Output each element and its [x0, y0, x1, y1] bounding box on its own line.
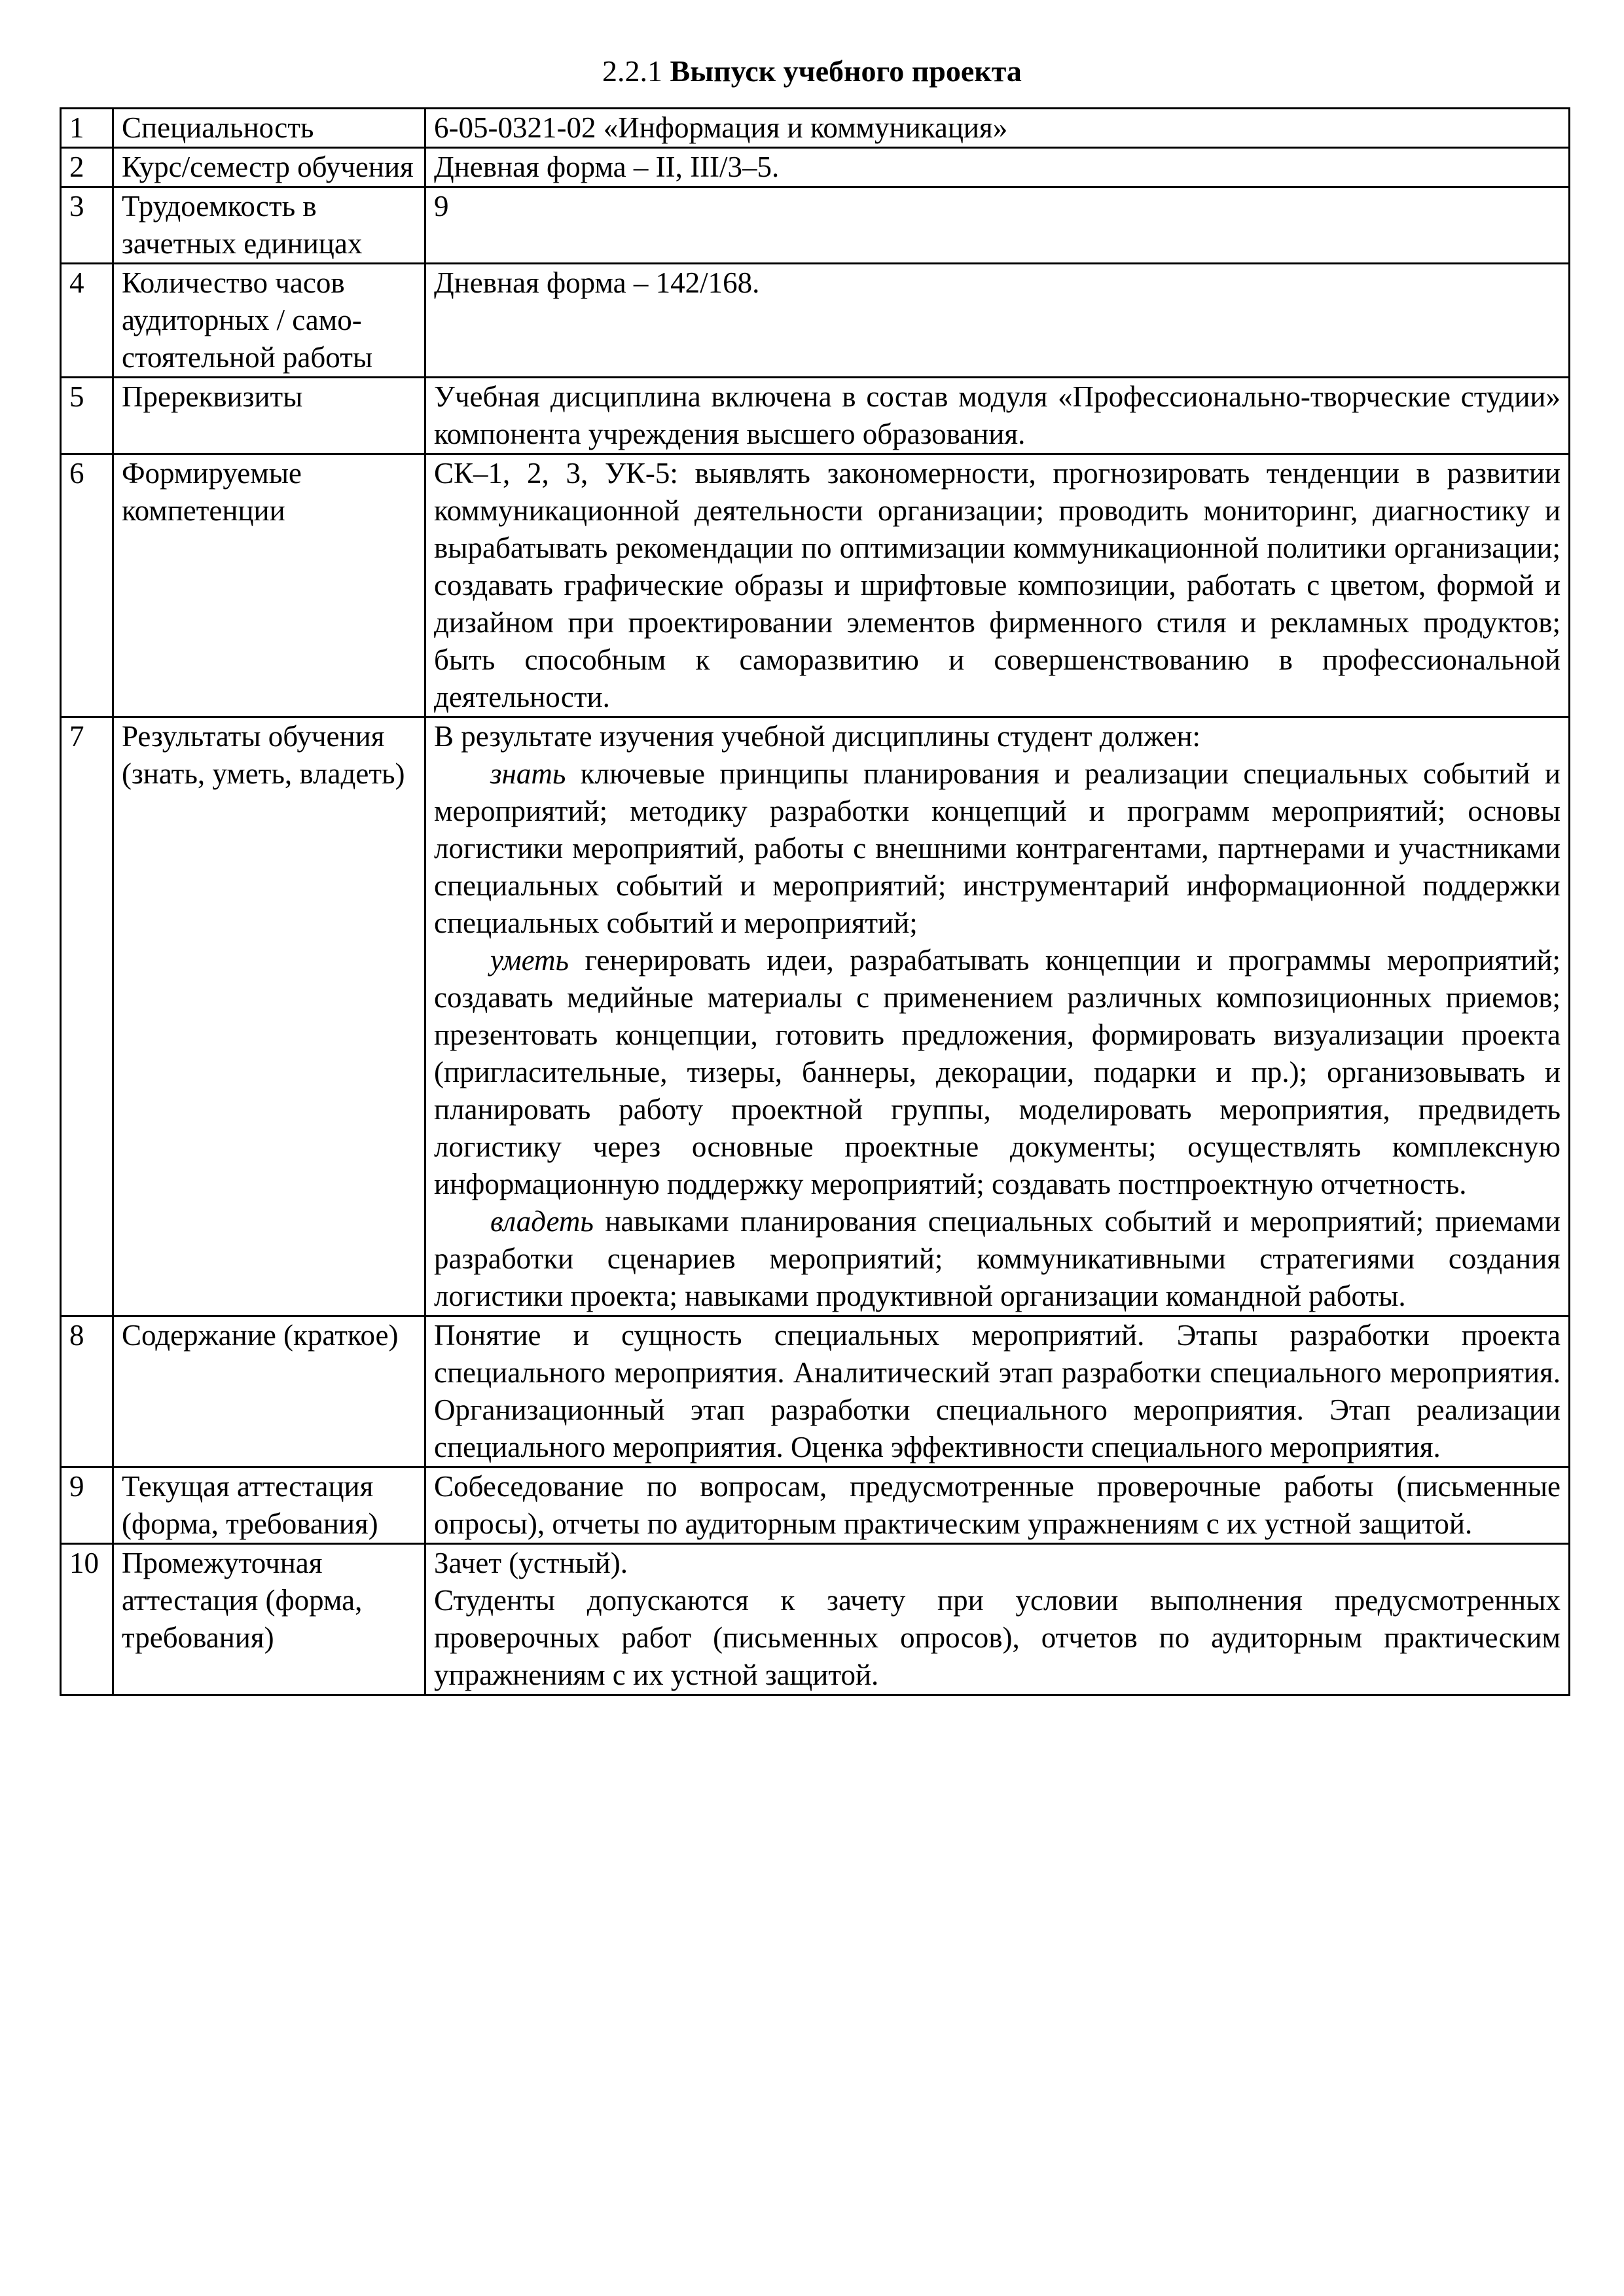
row-value: Дневная форма – II, III/3–5. [425, 148, 1570, 187]
row-label: Специальность [113, 109, 425, 148]
row-number: 10 [61, 1544, 113, 1695]
row-label: Формируемые компетенции [113, 454, 425, 717]
outcomes-own [434, 1203, 1561, 1315]
row-label: Курс/семестр обучения [113, 148, 425, 187]
row-number: 4 [61, 264, 113, 378]
table-row [61, 717, 1570, 1316]
outcomes-can [434, 942, 1561, 1203]
row-value: Дневная форма – 142/168. [425, 264, 1570, 378]
row-number: 3 [61, 187, 113, 264]
row-label: Содержание (краткое) [113, 1316, 425, 1467]
know-text: ключевые принципы планирования и реализации специальных событий и мероприятий; методику разработки концепций и программ мероприятий; основы логистики мероприятий, работы с внешними контрагентами, партнерами и участниками специальных событий и мероприятий; инструментарий информационной поддержки специальных событий и мероприятий; [434, 757, 1561, 939]
own-text: навыками планирования специальных событий и мероприятий; приемами разработки сценариев мероприятий; коммуникативными стратегиями создания логистики проекта; навыками продуктивной организации командной работы. [434, 1205, 1561, 1312]
row-value: СК–1, 2, 3, УК-5: выявлять закономерности, прогнозировать тенденции в развитии коммуникационной деятельности организации; проводить мониторинг, диагностику и вырабатывать рекомендации по оптимизации коммуникационной политики организации; создавать графические образы и шрифтовые композиции, работать с цветом, формой и дизайном при проектировании элементов фирменного стиля и рекламных продуктов; быть способным к саморазвитию и совершенствованию в профессиональной деятельности. [425, 454, 1570, 717]
table-row [61, 1544, 1570, 1695]
section-title: Выпуск учебного проекта [670, 54, 1022, 88]
table-row [61, 1316, 1570, 1467]
row-number: 8 [61, 1316, 113, 1467]
row-number: 5 [61, 378, 113, 454]
row-value: 6-05-0321-02 «Информация и коммуникация» [425, 109, 1570, 148]
outcomes-intro: В результате изучения учебной дисциплины студент должен: [434, 720, 1201, 753]
row-number: 6 [61, 454, 113, 717]
table-row [61, 148, 1570, 187]
can-text: генерировать идеи, разрабатывать концепции и программы мероприятий; создавать медийные материалы с применением различных композиционных приемов; презентовать концепции, готовить предложения, формировать визуализации проекта (пригласительные, тизеры, баннеры, декорации, подарки и пр.); организовывать и планировать работу проектной группы, моделировать мероприятия, предвидеть логистику через основные проектные документы; осуществлять комплексную информационную поддержку мероприятий; создавать постпроектную отчетность. [434, 944, 1561, 1200]
can-keyword: уметь [490, 944, 569, 977]
know-keyword: знать [490, 757, 566, 790]
credit-requirements: Студенты допускаются к зачету при условии выполнения предусмотренных проверочных работ (письменных опросов), отчетов по аудиторным практическим упражнениям с их устной защитой. [434, 1584, 1561, 1691]
credit-form: Зачет (устный). [434, 1547, 628, 1579]
row-label: Результаты обучения (знать, уметь, владеть) [113, 717, 425, 1316]
row-number: 1 [61, 109, 113, 148]
row-value: Собеседование по вопросам, предусмотренные проверочные работы (письменные опросы), отчеты по аудиторным практическим упражнениям с их устной защитой. [425, 1467, 1570, 1544]
row-number: 7 [61, 717, 113, 1316]
table-row [61, 109, 1570, 148]
row-value: 9 [425, 187, 1570, 264]
discipline-info-table [60, 107, 1570, 1696]
own-keyword: владеть [490, 1205, 594, 1238]
row-number: 9 [61, 1467, 113, 1544]
table-row [61, 454, 1570, 717]
row-label: Текущая аттестация (форма, требования) [113, 1467, 425, 1544]
row-label: Трудоемкость в зачетных единицах [113, 187, 425, 264]
row-label: Промежуточная аттестация (форма, требования) [113, 1544, 425, 1695]
row-label: Количество часов аудиторных / само-стоятельной работы [113, 264, 425, 378]
table-row [61, 187, 1570, 264]
row-value: Учебная дисциплина включена в состав модуля «Профессионально-творческие студии» компонента учреждения высшего образования. [425, 378, 1570, 454]
row-value [425, 1544, 1570, 1695]
table-row [61, 378, 1570, 454]
row-number: 2 [61, 148, 113, 187]
learning-outcomes [425, 717, 1570, 1316]
row-value: Понятие и сущность специальных мероприятий. Этапы разработки проекта специального мероприятия. Аналитический этап разработки специального мероприятия. Организационный этап разработки специального мероприятия. Этап реализации специального мероприятия. Оценка эффективности специального мероприятия. [425, 1316, 1570, 1467]
outcomes-know [434, 755, 1561, 942]
table-row [61, 264, 1570, 378]
section-number: 2.2.1 [602, 54, 663, 88]
row-label: Пререквизиты [113, 378, 425, 454]
table-row [61, 1467, 1570, 1544]
section-heading [0, 52, 1624, 90]
